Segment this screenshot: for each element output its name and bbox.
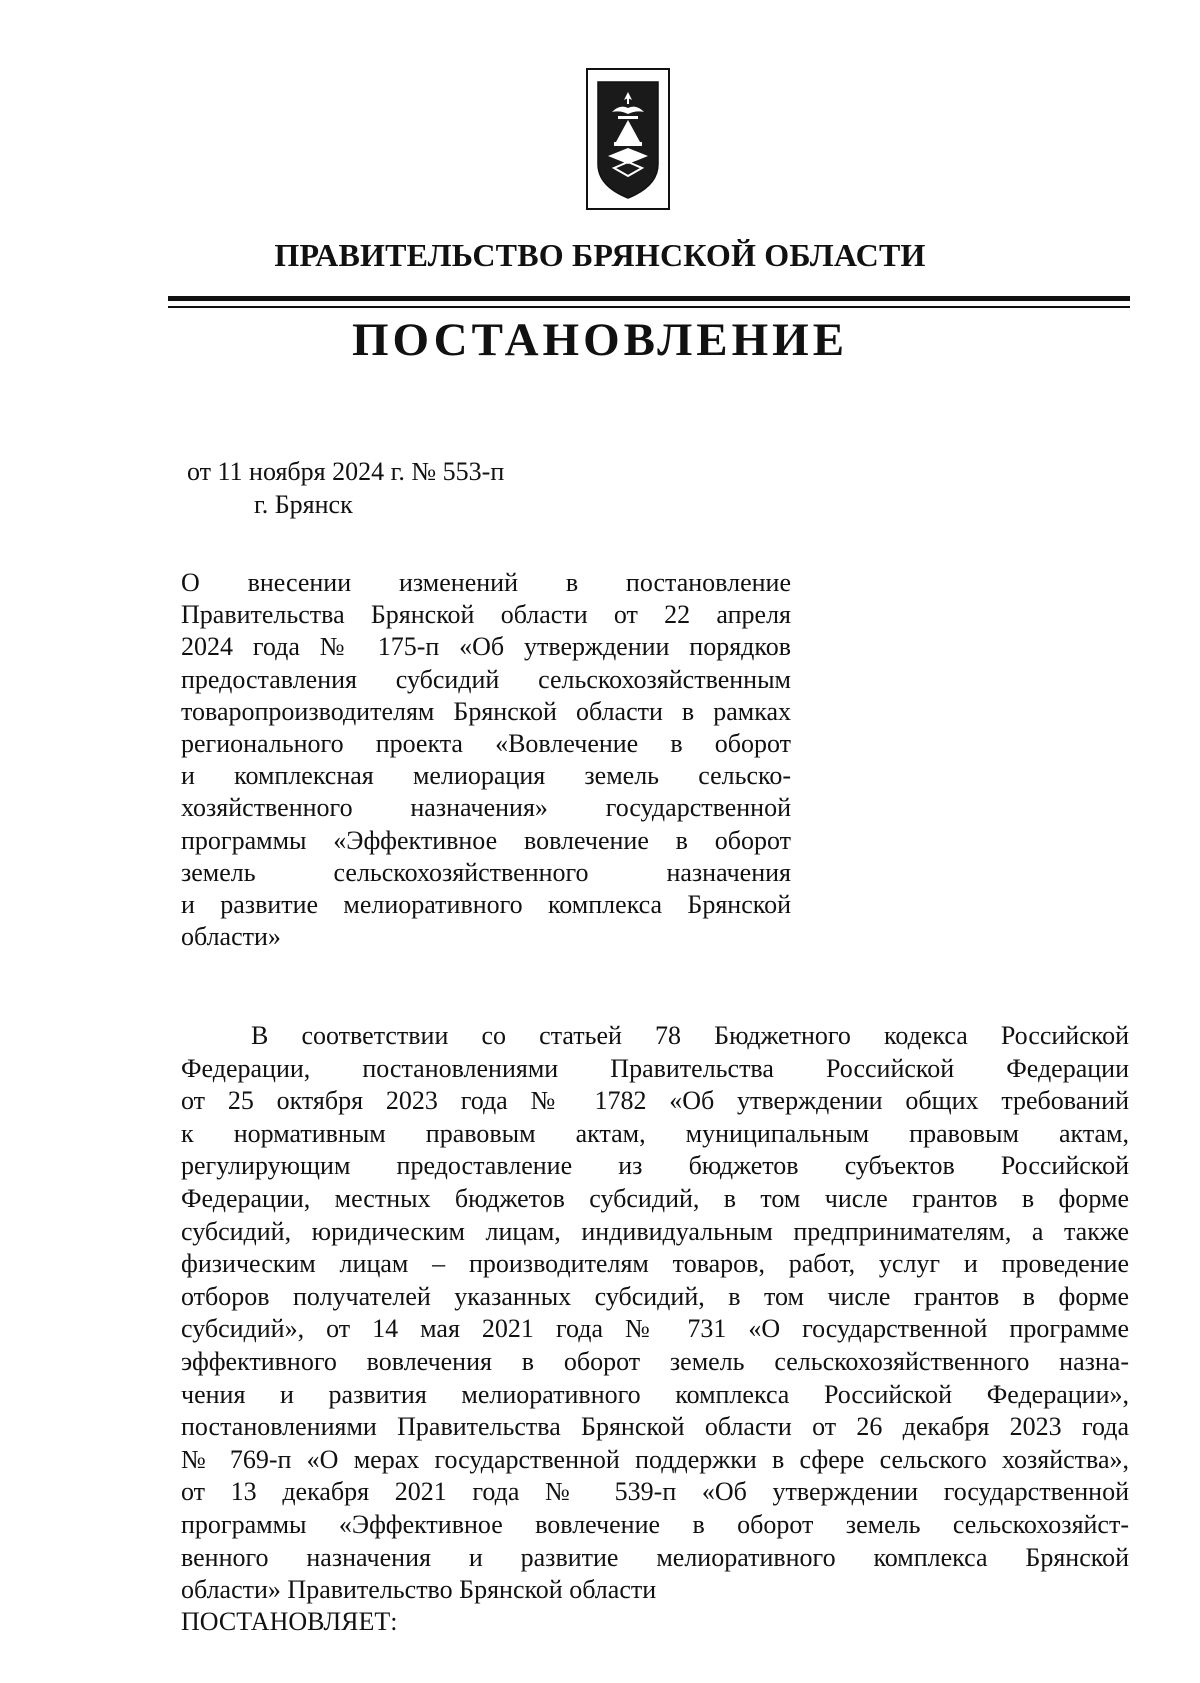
body-line: № 769-п «О мерах государственной поддержки в сфере сельского хозяйства», <box>181 1444 1129 1474</box>
document-type-title: ПОСТАНОВЛЕНИЕ <box>351 314 849 366</box>
organization-title: ПРАВИТЕЛЬСТВО БРЯНСКОЙ ОБЛАСТИ <box>274 237 926 273</box>
body-line: от 13 декабря 2021 года № 539-п «Об утверждении государственной <box>181 1477 1129 1507</box>
bryansk-region-coat-of-arms-icon <box>586 68 670 210</box>
subject-line: земель сельскохозяйственного назначения <box>181 857 791 887</box>
subject-line: программы «Эффективное вовлечение в оборот <box>181 825 791 855</box>
body-line: к нормативным правовым актам, муниципальным правовым актам, <box>181 1118 1129 1148</box>
subject-line: товаропроизводителям Брянской области в рамках <box>181 696 791 726</box>
body-line: физическим лицам – производителям товаров, работ, услуг и проведение <box>181 1249 1129 1279</box>
subject-line: регионального проекта «Вовлечение в оборот <box>181 729 791 759</box>
body-line: отборов получателей указанных субсидий, в том числе грантов в форме <box>181 1281 1129 1311</box>
resolves-heading: ПОСТАНОВЛЯЕТ: <box>181 1607 398 1636</box>
subject-line: и развитие мелиоративного комплекса Брянской <box>181 890 791 920</box>
body-line: субсидий», от 14 мая 2021 года № 731 «О государственной программе <box>181 1314 1129 1344</box>
document-body <box>181 1020 1129 1607</box>
document-city: г. Брянск <box>254 490 353 519</box>
body-line: от 25 октября 2023 года № 1782 «Об утверждении общих требований <box>181 1086 1129 1116</box>
subject-line: предоставления субсидий сельскохозяйственным <box>181 664 791 694</box>
body-line: субсидий, юридическим лицам, индивидуальным предпринимателям, а также <box>181 1216 1129 1246</box>
subject-line: хозяйственного назначения» государственной <box>181 793 791 823</box>
body-line: чения и развития мелиоративного комплекса Российской Федерации», <box>181 1379 1129 1409</box>
subject-line: области» <box>181 922 281 952</box>
header-thin-rule <box>168 306 1130 308</box>
body-line: Федерации, постановлениями Правительства Российской Федерации <box>181 1053 1129 1083</box>
body-line: программы «Эффективное вовлечение в оборот земель сельскохозяйст- <box>181 1509 1129 1539</box>
document-date-number: от 11 ноября 2024 г. № 553-п <box>187 457 505 486</box>
body-line: области» Правительство Брянской области <box>181 1575 657 1605</box>
body-line: венного назначения и развитие мелиоративного комплекса Брянской <box>181 1542 1129 1572</box>
document-subject <box>181 567 791 953</box>
header-thick-rule <box>168 296 1130 301</box>
body-line: эффективного вовлечения в оборот земель сельскохозяйственного назна- <box>181 1346 1129 1376</box>
body-line: постановлениями Правительства Брянской области от 26 декабря 2023 года <box>181 1412 1129 1442</box>
body-line: В соответствии со статьей 78 Бюджетного кодекса Российской <box>251 1021 1129 1050</box>
subject-line: Правительства Брянской области от 22 апреля <box>181 600 791 630</box>
subject-line: 2024 года № 175-п «Об утверждении порядков <box>181 632 791 662</box>
subject-line: и комплексная мелиорация земель сельско- <box>181 761 791 791</box>
subject-line: О внесении изменений в постановление <box>181 568 791 597</box>
body-line: регулирующим предоставление из бюджетов субъектов Российской <box>181 1151 1129 1181</box>
body-line: Федерации, местных бюджетов субсидий, в том числе грантов в форме <box>181 1183 1129 1213</box>
